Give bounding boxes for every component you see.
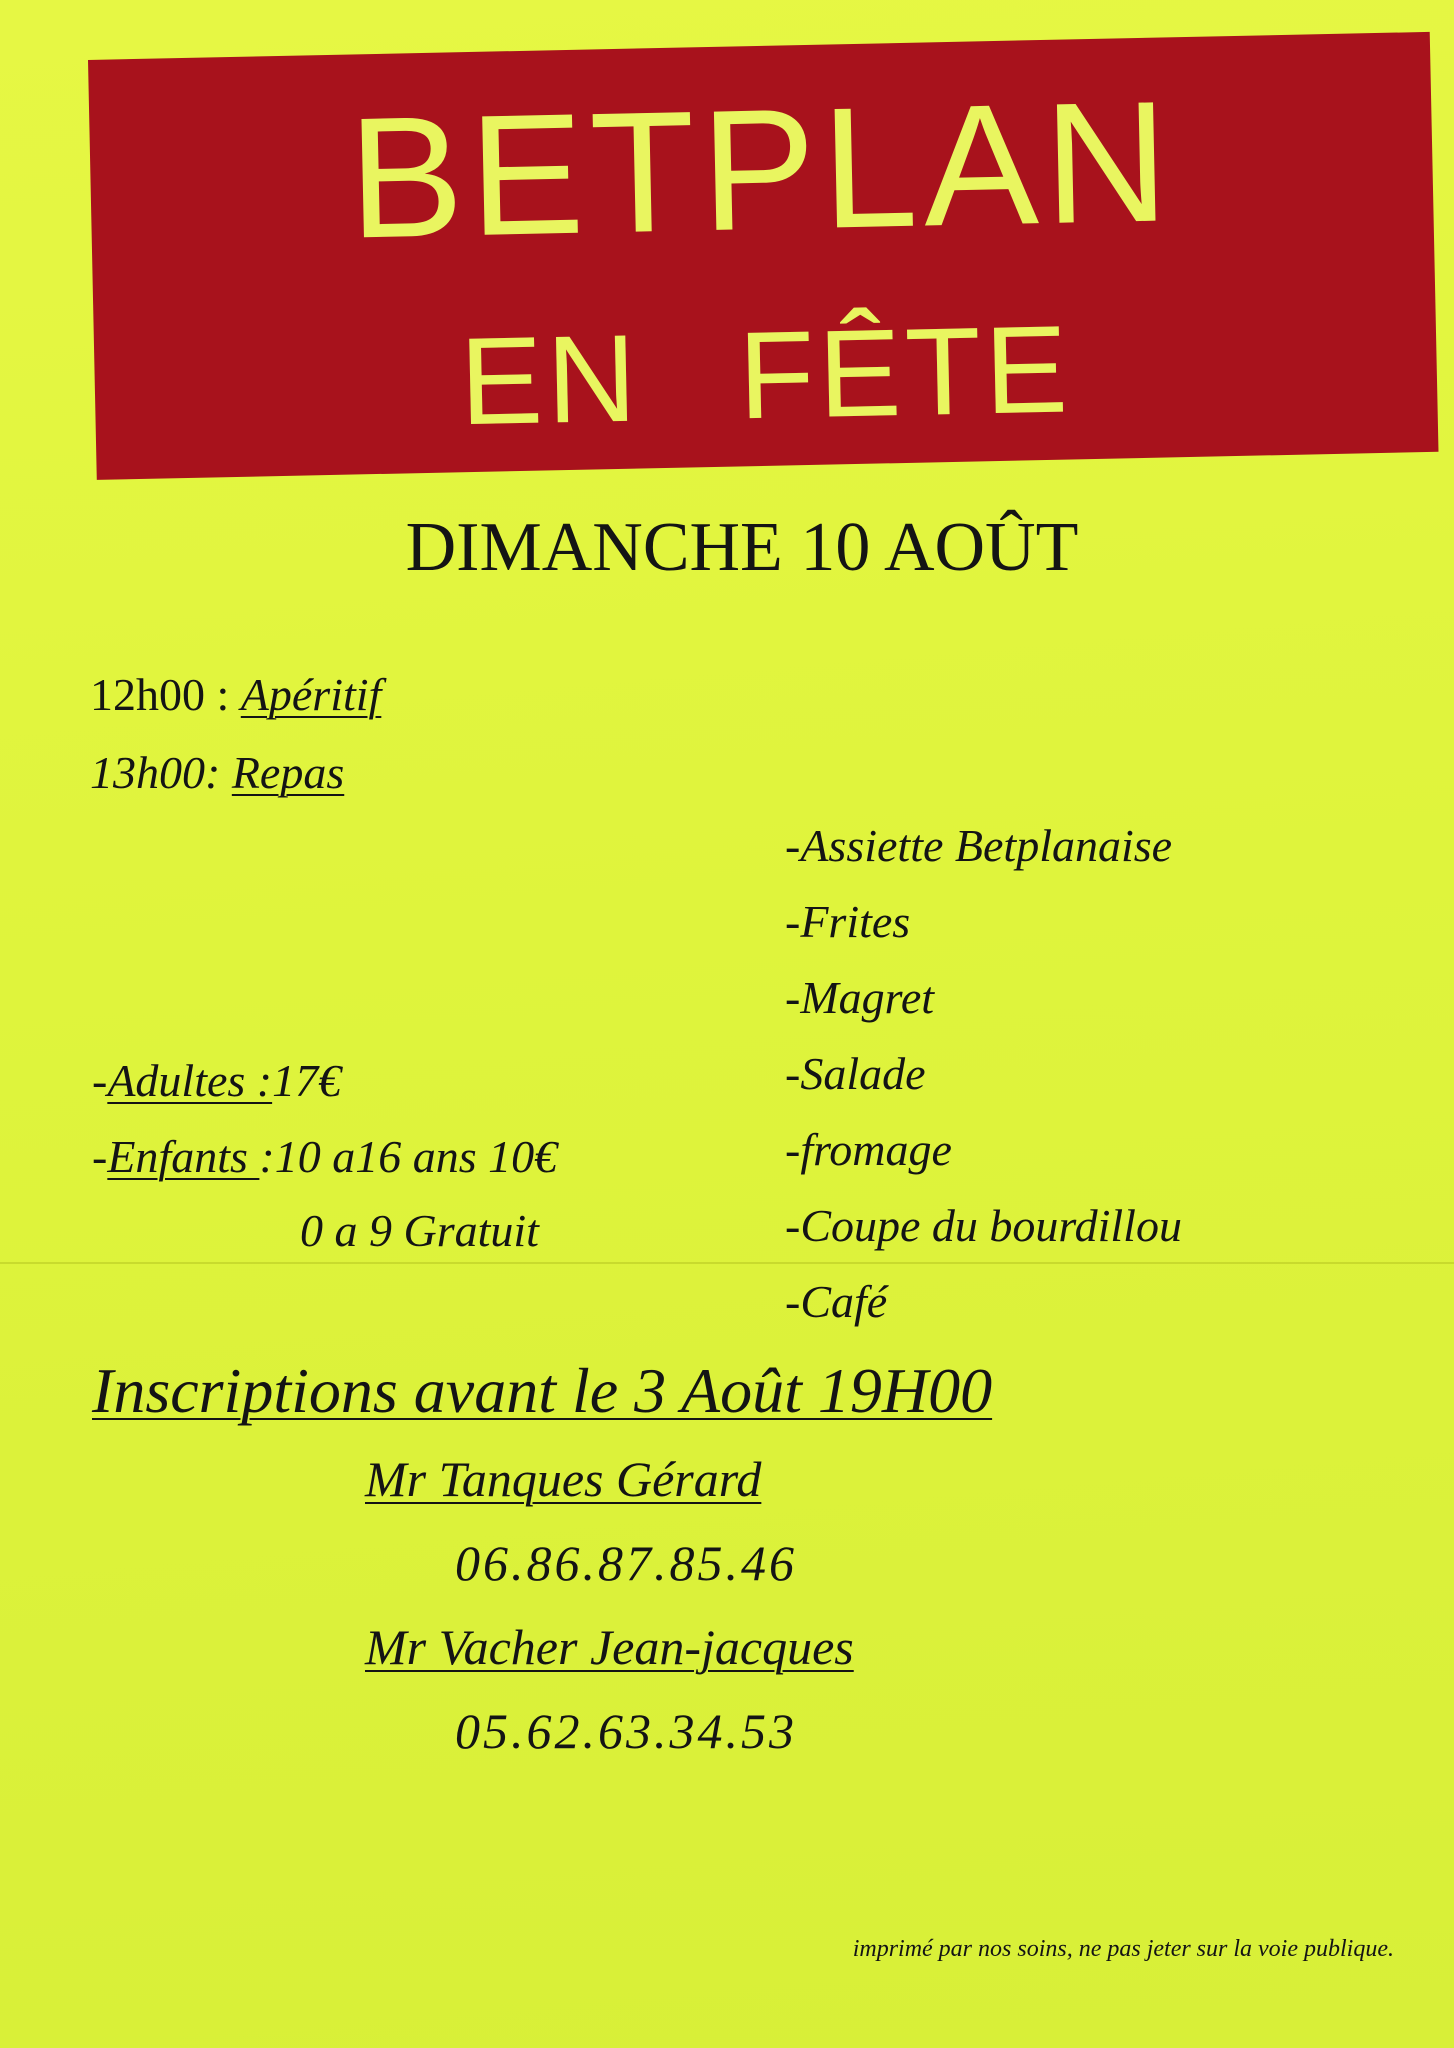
schedule-time: 13h00:	[90, 747, 232, 798]
menu-item: -Assiette Betplanaise	[785, 820, 1173, 871]
contact-name: Mr Vacher Jean-jacques	[365, 1619, 854, 1675]
schedule-label: Apéritif	[240, 669, 382, 720]
menu-item: -fromage	[785, 1124, 952, 1175]
schedule-item-repas	[90, 746, 344, 799]
price-free: 0 a 9 Gratuit	[300, 1205, 539, 1256]
contact-phone: 05.62.63.34.53	[455, 1703, 797, 1759]
menu-item: -Café	[785, 1276, 888, 1327]
banner-subtitle: EN FÊTE	[458, 300, 1073, 452]
footer-note: imprimé par nos soins, ne pas jeter sur la voie publique.	[852, 1936, 1394, 1962]
menu-item: -Magret	[785, 972, 935, 1023]
contact-phone: 06.86.87.85.46	[455, 1535, 797, 1591]
banner-title: BETPLAN	[346, 65, 1177, 275]
price-children-value: :10 a16 ans 10€	[259, 1131, 558, 1182]
price-children-label: Enfants	[107, 1131, 260, 1182]
schedule-item-aperitif	[90, 668, 381, 721]
title-banner	[88, 32, 1439, 480]
menu-item: -Frites	[785, 896, 911, 947]
menu-list	[785, 808, 1182, 1340]
registration-deadline: Inscriptions avant le 3 Août 19H00	[92, 1355, 993, 1426]
schedule-label: Repas	[231, 747, 345, 798]
event-date: DIMANCHE 10 AOÛT	[405, 509, 1079, 586]
menu-item: -Salade	[785, 1048, 926, 1099]
schedule-time: 12h00 :	[90, 669, 241, 720]
contact-name: Mr Tanques Gérard	[365, 1451, 762, 1507]
price-adults-value: 17€	[272, 1055, 342, 1106]
price-adults-label: Adultes :	[107, 1055, 273, 1106]
menu-item: -Coupe du bourdillou	[785, 1200, 1182, 1251]
price-children: -Enfants :10 a16 ans 10€	[92, 1131, 558, 1182]
price-adults: -Adultes :17€	[92, 1055, 342, 1106]
fold-crease	[0, 1262, 1454, 1264]
